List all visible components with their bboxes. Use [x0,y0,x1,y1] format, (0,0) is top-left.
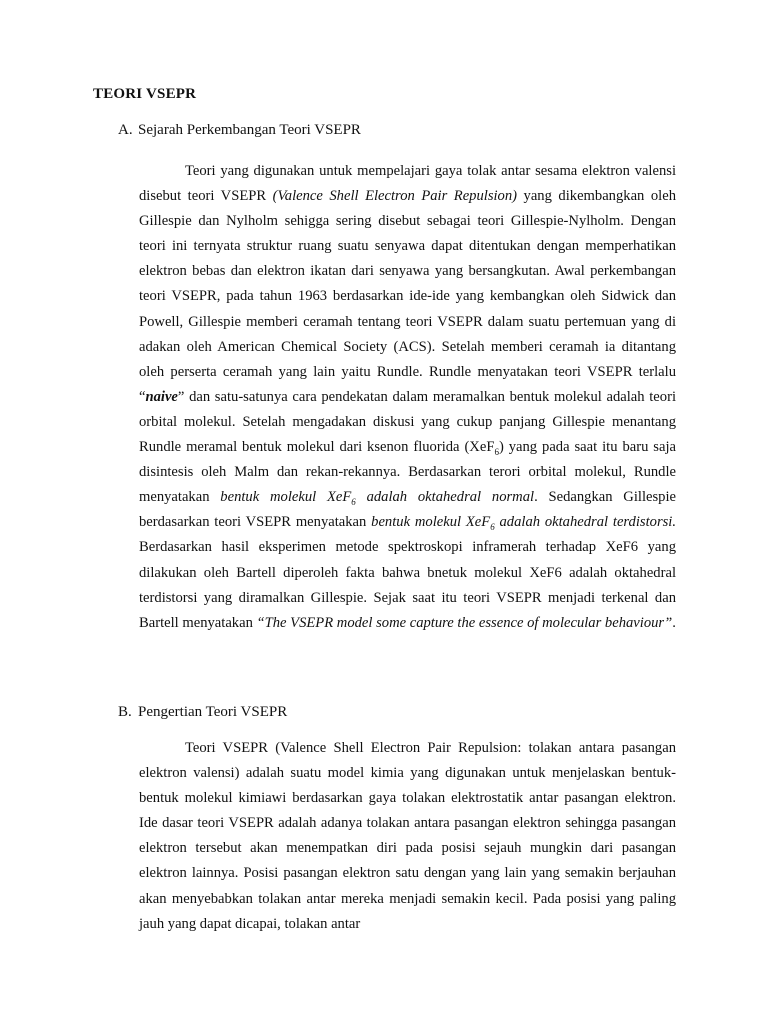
text-run: yang dikembangkan oleh Gillespie dan Nylholm sehigga sering disebut sebagai teori Gillespie-Nylholm. Dengan teori ini ternyata struktur ruang suatu senyawa dapat ditentukan dengan memperhatikan elektron bebas dan elektron ikatan dari senyawa yang bersangkutan. Awal perkembangan teori VSEPR, pada tahun 1963 berdasarkan ide-ide yang kembangkan oleh Sidwick dan Powell, Gillespie memberi ceramah tentang teori VSEPR dalam suatu pertemuan yang di adakan oleh American Chemical Society (ACS). Setelah memberi ceramah ia ditantang oleh perserta ceramah yang lain yaitu Rundle. Rundle menyatakan teori VSEPR terlalu “ [139,188,676,405]
section-a-letter: A. [118,122,133,138]
section-b-heading [118,704,287,721]
text-run-italic: (Valence Shell Electron Pair Repulsion) [272,188,518,205]
text-run-italic: bentuk molekul XeF [371,514,491,531]
subscript: 6 [494,446,499,457]
text-run-italic: adalah oktahedral terdistorsi. [494,514,677,531]
text-run: . [672,614,676,631]
section-a-title: Sejarah Perkembangan Teori VSEPR [138,122,361,138]
section-b-letter: B. [118,704,132,720]
text-run: ” dan satu-satunya cara pendekatan dalam meramalkan bentuk molekul adalah teori orbital molekul. Setelah mengadakan diskusi yang cukup panjang Gillespie menantang Rundle meramal bentuk molekul dari ksenon fluorida (XeF [139,388,676,456]
text-run: . Sedangkan Gillespie berdasarkan teori VSEPR menyatakan [139,489,676,531]
section-a-heading [118,122,361,139]
section-a-paragraph [139,159,676,636]
text-run: Berdasarkan hasil eksperimen metode spektroskopi inframerah terhadap XeF6 yang dilakukan oleh Bartell diperoleh fakta bahwa bnetuk molekul XeF6 adalah oktahedral terdistorsi yang diramalkan Gillespie. Sejak saat itu teori VSEPR menjadi terkenal dan Bartell menyatakan [139,539,676,631]
text-run: Teori VSEPR (Valence Shell Electron Pair Repulsion: tolakan antara pasangan elektron valensi) adalah suatu model kimia yang digunakan untuk menjelaskan bentuk-bentuk molekul kimiawi berdasarkan gaya tolakan elektrostatik antar pasangan elektron. Ide dasar teori VSEPR adalah adanya tolakan antara pasangan elektron sehingga pasangan elektron tersebut akan menempatkan diri pada posisi sejauh mungkin dari pasangan elektron lainnya. Posisi pasangan elektron satu dengan yang lain yang semakin berjauhan akan menyebabkan tolakan antar mereka menjadi semakin kecil. Pada posisi yang paling jauh yang dapat dicapai, tolakan antar [139,740,676,932]
subscript: 6 [351,497,356,508]
text-run: Teori yang digunakan untuk mempelajari gaya tolak antar sesama elektron valensi disebut teori VSEPR [139,163,676,205]
text-run-italic: adalah oktahedral normal [355,489,535,506]
section-b-paragraph [139,736,676,937]
subscript: 6 [490,522,495,533]
text-run-bold-italic: naive [145,388,178,405]
text-run-italic: “The VSEPR model some capture the essence of molecular behaviour” [256,614,673,631]
text-run-italic: bentuk molekul XeF [220,489,352,506]
section-b-title: Pengertian Teori VSEPR [138,704,288,720]
document-title: TEORI VSEPR [93,86,197,102]
text-run: ) yang pada saat itu baru saja disintesis oleh Malm dan rekan-rekannya. Berdasarkan terori orbital molekul, Rundle menyatakan [139,439,676,506]
